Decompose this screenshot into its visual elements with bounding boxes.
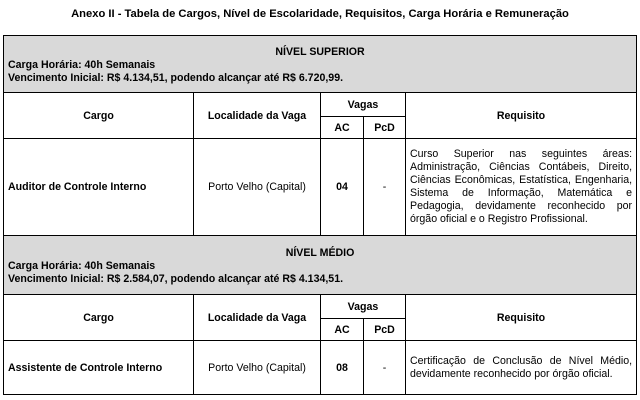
header-cargo: Cargo [4, 93, 194, 139]
cargo-cell: Assistente de Controle Interno [4, 341, 194, 395]
header-requisito: Requisito [406, 295, 637, 341]
localidade-cell: Porto Velho (Capital) [194, 341, 321, 395]
localidade-cell: Porto Velho (Capital) [194, 139, 321, 236]
header-vagas: Vagas [321, 295, 406, 319]
header-pcd: PcD [364, 319, 406, 341]
workload-text: Carga Horária: 40h Semanais [8, 260, 156, 272]
salary-text: Vencimento Inicial: R$ 4.134,51, podendo alcançar até R$ 6.720,99. [8, 72, 344, 84]
header-pcd: PcD [364, 117, 406, 139]
section-header-superior [4, 36, 637, 93]
column-header-row [4, 295, 637, 319]
section-header-medio [4, 236, 637, 295]
cargo-cell: Auditor de Controle Interno [4, 139, 194, 236]
table-row [4, 341, 637, 395]
column-header-row [4, 93, 637, 117]
header-ac: AC [321, 117, 364, 139]
header-localidade: Localidade da Vaga [194, 93, 321, 139]
header-cargo: Cargo [4, 295, 194, 341]
requisito-cell: Certificação de Conclusão de Nível Médio, devidamente reconhecido por órgão oficial. [406, 341, 637, 395]
section-name: NÍVEL MÉDIO [285, 247, 355, 259]
table-row [4, 139, 637, 236]
header-requisito: Requisito [406, 93, 637, 139]
header-ac: AC [321, 319, 364, 341]
ac-cell: 04 [321, 139, 364, 236]
header-localidade: Localidade da Vaga [194, 295, 321, 341]
requisito-cell: Curso Superior nas seguintes áreas: Administração, Ciências Contábeis, Direito, Ciências Econômicas, Estatística, Engenharia, Sistema de Informação, Matemática e Pedagogia, devidamente reconhecido por órgão oficial e o Registro Profissional. [406, 139, 637, 236]
header-vagas: Vagas [321, 93, 406, 117]
positions-table [3, 35, 637, 395]
ac-cell: 08 [321, 341, 364, 395]
document-title: Anexo II - Tabela de Cargos, Nível de Escolaridade, Requisitos, Carga Horária e Remuneração [71, 8, 569, 20]
pcd-cell: - [364, 341, 406, 395]
salary-text: Vencimento Inicial: R$ 2.584,07, podendo alcançar até R$ 4.134,51. [8, 273, 344, 285]
pcd-cell: - [364, 139, 406, 236]
section-name: NÍVEL SUPERIOR [275, 46, 365, 58]
workload-text: Carga Horária: 40h Semanais [8, 59, 156, 71]
